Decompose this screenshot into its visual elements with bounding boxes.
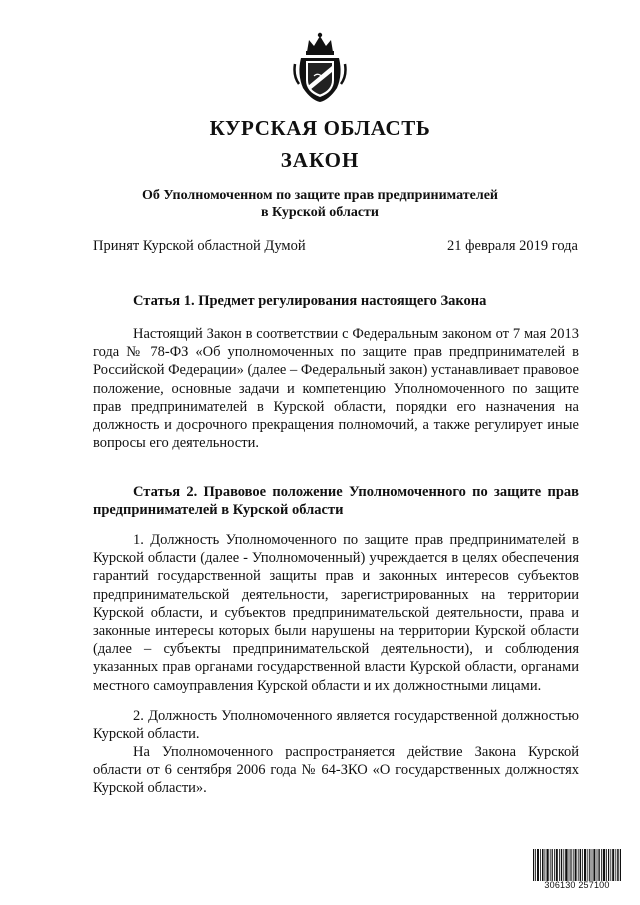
- barcode-number: 306130 257100: [544, 880, 610, 890]
- article-2-paragraph-3: На Уполномоченного распространяется действие Закона Курской области от 6 сентября 2006 года № 64-ЗКО «О государственных должностях Курской области».: [93, 744, 579, 797]
- article-1-text: Настоящий Закон в соответствии с Федеральным законом от 7 мая 2013 года № 78-ФЗ «Об уполномоченных по защите прав предпринимателей в Российской Федерации» (далее – Федеральный закон) устанавливает правовое положение, основные задачи и компетенцию Уполномоченного по защите прав предпринимателей в Курской области, порядки его назначения на должность и досрочного прекращения полномочий, а также регулирует иные вопросы его деятельности.: [93, 326, 579, 452]
- coat-of-arms-icon: [293, 30, 347, 104]
- adopted-by: Принят Курской областной Думой: [93, 238, 306, 254]
- adoption-date: 21 февраля 2019 года: [446, 238, 578, 254]
- law-title-line-2: в Курской области: [261, 205, 379, 220]
- law-title: [80, 187, 560, 221]
- law-title-line-1: Об Уполномоченном по защите прав предпринимателей: [142, 188, 498, 203]
- region-title: КУРСКАЯ ОБЛАСТЬ: [209, 116, 431, 140]
- article-1-heading: Статья 1. Предмет регулирования настоящего Закона: [133, 293, 487, 309]
- article-2-paragraph-2: 2. Должность Уполномоченного является государственной должностью Курской области.: [93, 708, 579, 743]
- barcode: [533, 849, 621, 891]
- article-2-heading: Статья 2. Правовое положение Уполномоченного по защите прав предпринимателей в Курской области: [93, 484, 579, 518]
- document-type: ЗАКОН: [280, 148, 360, 172]
- barcode-bars-icon: [533, 849, 621, 881]
- article-2-paragraph-1: 1. Должность Уполномоченного по защите прав предпринимателей в Курской области (далее - Уполномоченный) учреждается в целях обеспечения гарантий государственной защиты прав и законных интересов субъектов предпринимательской деятельности, зарегистрированных на территории Курской области, и субъектов предпринимательской деятельности, права и законные интересы которых были нарушены на территории Курской области (далее – субъекты предпринимательской деятельности), и соблюдения указанных прав органами государственной власти Курской области, органами местного самоуправления Курской области и их должностными лицами.: [93, 532, 579, 694]
